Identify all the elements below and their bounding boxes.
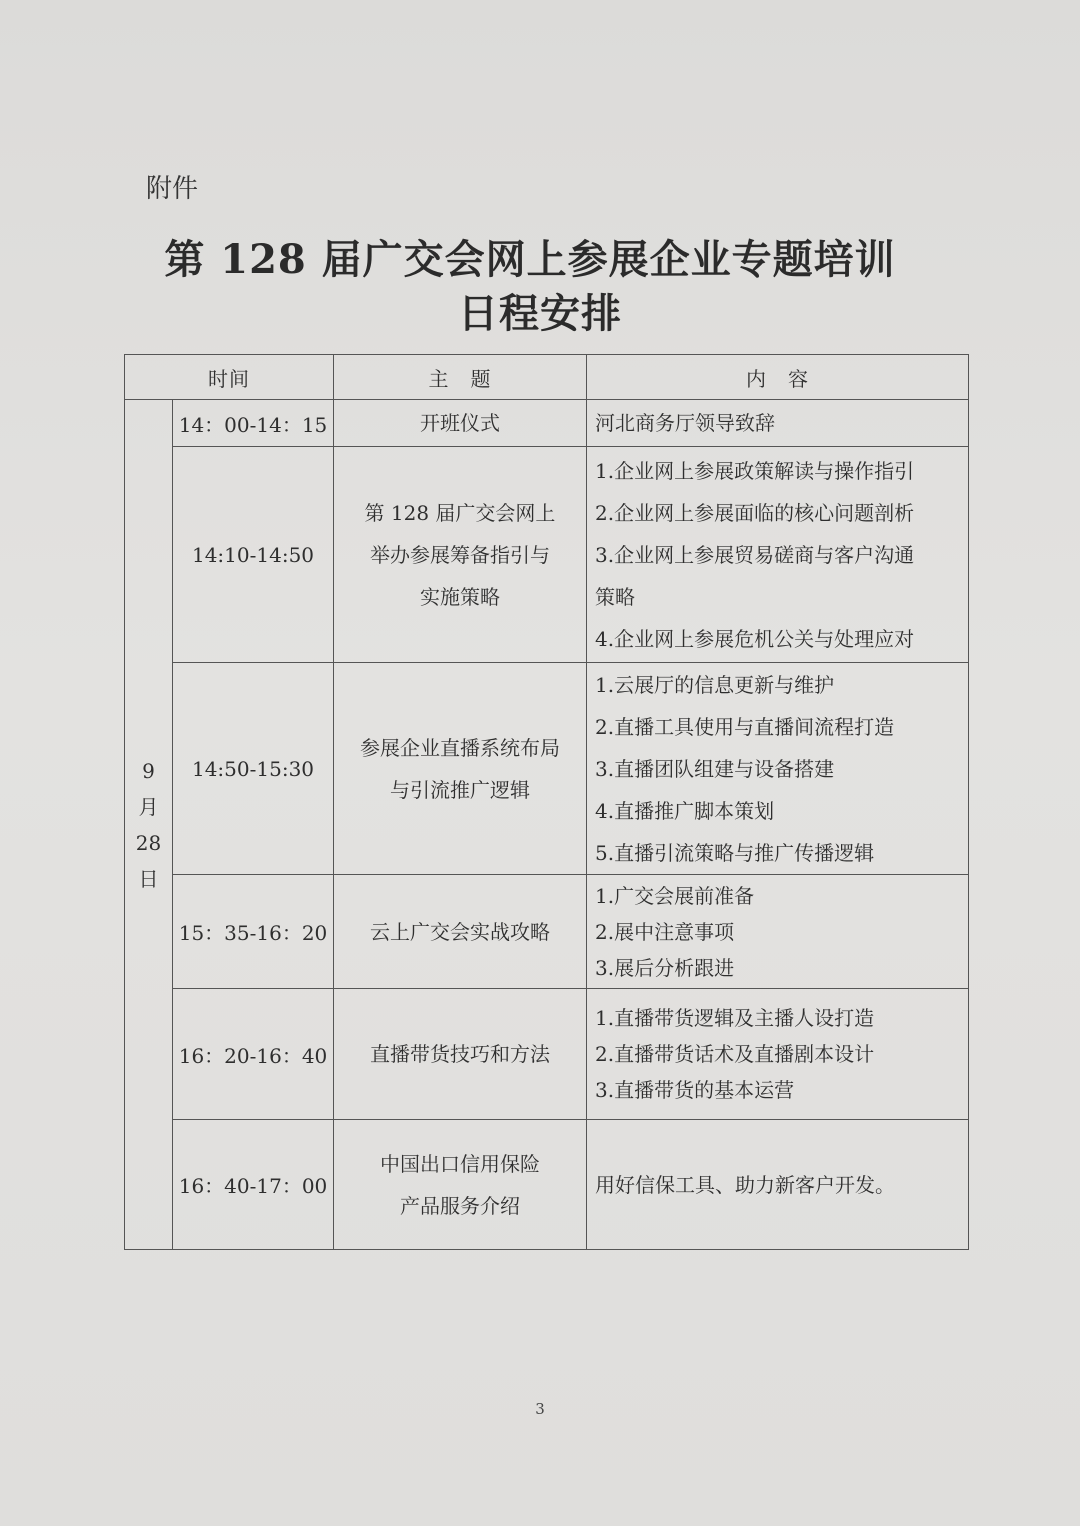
topic-line: 云上广交会实战攻略 — [370, 919, 550, 944]
topic-cell — [334, 447, 587, 663]
document-title-line2: 日程安排 — [458, 290, 622, 337]
topic-line: 开班仪式 — [420, 411, 500, 435]
topic-line: 产品服务介绍 — [400, 1193, 520, 1218]
content-line: 4.直播推广脚本策划 — [595, 798, 775, 823]
content-cell — [587, 400, 969, 447]
table-row — [125, 447, 969, 663]
content-line: 河北商务厅领导致辞 — [595, 411, 775, 435]
content-line: 3.企业网上参展贸易磋商与客户沟通 — [595, 542, 915, 567]
time-cell: 16：40-17：00 — [173, 1120, 334, 1250]
date-part: 9 — [142, 758, 155, 783]
topic-line: 举办参展筹备指引与 — [370, 542, 550, 567]
date-part: 28 — [135, 830, 162, 855]
content-cell — [587, 447, 969, 663]
content-line: 3.展后分析跟进 — [595, 955, 735, 980]
content-line: 3.直播团队组建与设备搭建 — [595, 756, 835, 781]
content-line: 用好信保工具、助力新客户开发。 — [595, 1172, 895, 1197]
header-time: 时间 — [125, 355, 334, 400]
content-line: 3.直播带货的基本运营 — [595, 1078, 795, 1102]
time-cell: 14:50-15:30 — [173, 663, 334, 875]
content-line: 2.企业网上参展面临的核心问题剖析 — [595, 500, 915, 525]
topic-cell — [334, 875, 587, 989]
content-line: 4.企业网上参展危机公关与处理应对 — [595, 626, 915, 651]
topic-line: 中国出口信用保险 — [380, 1151, 540, 1176]
table-row — [125, 989, 969, 1120]
content-line: 2.直播工具使用与直播间流程打造 — [595, 714, 895, 739]
content-line: 2.直播带货话术及直播剧本设计 — [595, 1042, 875, 1066]
time-cell: 16：20-16：40 — [173, 989, 334, 1120]
date-part: 日 — [138, 866, 159, 891]
document-title-line1: 第 128 届广交会网上参展企业专题培训 — [164, 236, 896, 283]
content-line: 策略 — [595, 584, 635, 609]
topic-line: 实施策略 — [420, 584, 500, 609]
header-content: 内 容 — [587, 355, 969, 400]
content-line: 5.直播引流策略与推广传播逻辑 — [595, 840, 875, 865]
topic-cell — [334, 400, 587, 447]
table-row — [125, 1120, 969, 1250]
topic-line: 参展企业直播系统布局 — [360, 735, 560, 760]
topic-line: 直播带货技巧和方法 — [370, 1042, 550, 1066]
content-line: 1.企业网上参展政策解读与操作指引 — [595, 458, 915, 483]
table-header-row — [125, 355, 969, 400]
date-part: 月 — [138, 794, 159, 819]
topic-line: 与引流推广逻辑 — [390, 777, 530, 802]
content-line: 2.展中注意事项 — [595, 919, 735, 944]
header-topic: 主 题 — [334, 355, 587, 400]
table-row — [125, 663, 969, 875]
schedule-table — [124, 354, 969, 1250]
attachment-label: 附件 — [146, 174, 199, 204]
table-row — [125, 875, 969, 989]
table-row — [125, 400, 969, 447]
content-line: 1.直播带货逻辑及主播人设打造 — [595, 1006, 875, 1030]
time-cell: 15：35-16：20 — [173, 875, 334, 989]
content-cell — [587, 663, 969, 875]
content-cell — [587, 1120, 969, 1250]
content-line: 1.广交会展前准备 — [595, 883, 755, 908]
topic-line: 第 128 届广交会网上 — [364, 500, 556, 525]
time-cell: 14：00-14：15 — [173, 400, 334, 447]
page-number: 3 — [535, 1400, 545, 1418]
date-cell — [125, 400, 173, 1250]
content-cell — [587, 989, 969, 1120]
topic-cell — [334, 989, 587, 1120]
content-cell — [587, 875, 969, 989]
time-cell: 14:10-14:50 — [173, 447, 334, 663]
content-line: 1.云展厅的信息更新与维护 — [595, 672, 835, 697]
topic-cell — [334, 663, 587, 875]
topic-cell — [334, 1120, 587, 1250]
